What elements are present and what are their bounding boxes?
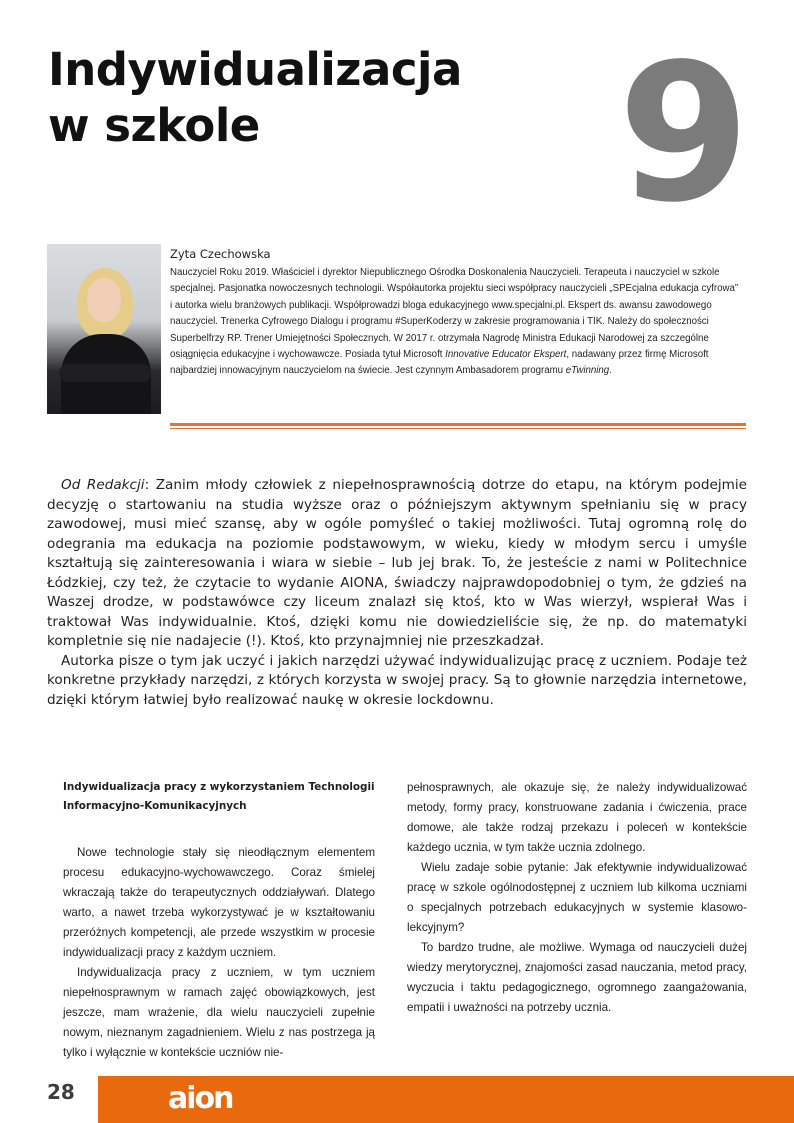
author-name: Zyta Czechowska <box>170 247 271 261</box>
body-column-right <box>407 778 747 1018</box>
body-paragraph: Wielu zadaje sobie pytanie: Jak efektywnie indywidualizować pracę w szkole ogólnodostępnej z uczniem lub kilkoma uczniami o specjalnych potrzebach edukacyjnych w systemie klasowo-lekcyjnym? <box>407 861 747 934</box>
section-heading: Indywidualizacja pracy z wykorzystaniem Technologii Informacyjno-Komunikacyjnych <box>63 781 375 812</box>
author-bio-text-3: . <box>609 365 612 377</box>
article-title-line2: w szkole <box>48 99 260 152</box>
author-bio-text-1: Nauczyciel Roku 2019. Właściciel i dyrektor Niepublicznego Ośrodka Doskonalenia Nauczycieli. Terapeuta i nauczyciel w szkole specjalnej. Pasjonatka nowoczesnych technologii. Współautorka projektu sieci współpracy nauczycieli „SPEcjalna edukacja cyfrowa” i autorka wielu branżowych publikacji. Współprowadzi bloga edukacyjnego www.specjalni.pl. Ekspert ds. awansu zawodowego nauczyciel. Trenerka Cyfrowego Dialogu i programu #SuperKoderzy w zakresie programowania i TIK. Należy do społeczności Superbelfrzy RP. Trener Umiejętności Społecznych. W 2017 r. otrzymała Nagrodę Ministra Edukacji Narodowej za szczególne osiągnięcia edukacyjne i wychowawcze. Posiada tytuł Microsoft <box>170 267 739 361</box>
author-bio-italic-2: eTwinning <box>565 365 610 377</box>
lead-paragraph-1 <box>47 476 747 652</box>
author-photo-arms <box>59 364 151 382</box>
author-bio-text-2: , nadawany przez firmę Microsoft najbardziej innowacyjnym nauczycielom na świecie. Jest czynnym Ambasadorem programu <box>170 349 709 377</box>
chapter-number: 9 <box>617 23 750 244</box>
body-paragraph: Indywidualizacja pracy z uczniem, w tym uczniem niepełnosprawnym w ramach zajęć obowiązkowych, jest jeszcze, mam wrażenie, dla wielu nauczycieli zupełnie nowym, nieznanym zagadnieniem. Wielu z nas postrzega ją tylko i wyłącznie w kontekście uczniów nie- <box>63 966 375 1059</box>
author-bio-italic-1: Innovative Educator Ekspert <box>445 349 567 361</box>
body-paragraph: pełnosprawnych, ale okazuje się, że należy indywidualizować metody, formy pracy, konstruowane zadania i ćwiczenia, prace domowe, ale także rodzaj przekazu i poleceń w kontekście każdego ucznia, w tym także ucznia zdolnego. <box>407 781 747 854</box>
article-title-line1: Indywidualizacja <box>48 43 462 96</box>
author-photo <box>47 244 161 414</box>
body-paragraph: To bardzo trudne, ale możliwe. Wymaga od nauczycieli dużej wiedzy merytorycznej, znajomości zasad nauczania, metod pracy, wyczucia i taktu pedagogicznego, ogromnego zaangażowania, empatii i uważności na potrzeby ucznia. <box>407 941 747 1014</box>
lead-paragraph-1-text: : Zanim młody człowiek z niepełnosprawnością dotrze do etapu, na którym podejmie decyzję o startowaniu na studia wyższe oraz o późniejszym aktywnym spełnianiu się w pracy zawodowej, musi mieć szansę, aby w ogóle pomyśleć o takiej możliwości. Tutaj ogromną rolę do odegrania ma edukacja na poziomie podstawowym, w wieku, kiedy w młodym sercu i umyśle kształtują się zainteresowania i wiara w siebie – lub jej brak. To, że jesteście z nami w Politechnice Łódzkiej, czy też, że czytacie to wydanie AIONA, świadczy najprawdopodobniej o tym, że gdzieś na Waszej drodze, w podstawówce czy liceum znalazł się ktoś, kto w Was wierzył, wspierał Was i traktował Was indywidualnie. Ktoś, dzięki komu nie dowiedzieliście się, że np. do matematyki kompletnie się nie nadajecie (!). Ktoś, kto przynajmniej nie przeszkadzał. <box>47 477 747 649</box>
lead-paragraph-2: Autorka pisze o tym jak uczyć i jakich narzędzi używać indywidualizując pracę z uczniem. Podaje też konkretne przykłady narzędzi, z których korzysta w swojej pracy. Są to głownie narzędzia internetowe, dzięki którym łatwiej było realizować naukę w okresie lockdownu. <box>47 652 747 708</box>
author-photo-face <box>87 278 121 322</box>
body-paragraph: Nowe technologie stały się nieodłącznym elementem procesu edukacyjno-wychowawczego. Coraz śmielej wkraczają także do terapeutycznych oddziaływań. Dlatego warto, a nawet trzeba wykorzystywać je w kształtowaniu przeróżnych kompetencji, ale przede wszystkim w procesie indywidualizacji pracy z każdym uczniem. <box>63 846 375 959</box>
body-column-left <box>63 778 375 1063</box>
page-number: 28 <box>47 1080 75 1104</box>
article-title <box>48 42 462 154</box>
editorial-lead <box>47 476 747 710</box>
lead-label: Od Redakcji <box>61 477 145 493</box>
author-bio <box>170 265 740 380</box>
aion-logo: aion <box>168 1081 233 1116</box>
author-divider <box>170 423 746 426</box>
